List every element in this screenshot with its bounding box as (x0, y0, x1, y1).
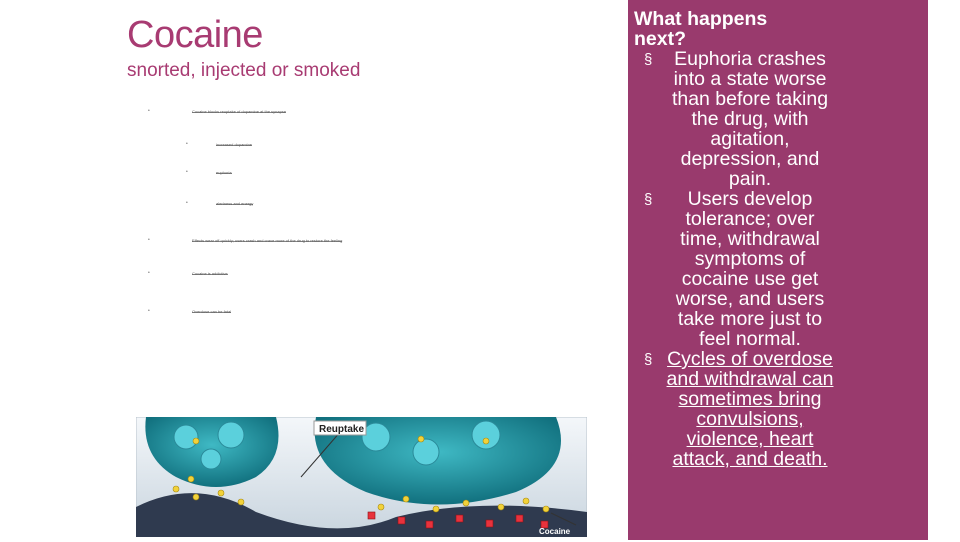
panel-bullet-2: § Users develop tolerance; over time, withdrawal symptoms of cocaine use get worse, and users take more just to feel normal. (644, 188, 825, 350)
bullet-dot-icon: • (148, 237, 150, 243)
tiny-bullet-3: • euphoria (186, 169, 232, 175)
side-panel (628, 0, 960, 540)
bullet-dot-icon: • (186, 200, 188, 206)
tiny-bullet-1: • Cocaine blocks reuptake of dopamine at the synapse (148, 108, 287, 114)
square-bullet-icon: § (644, 351, 653, 368)
reuptake-label: Reuptake (319, 424, 365, 435)
tiny-bullet-5: • Effects wear off quickly; users crash and crave more of the drug to restore the feeling (148, 237, 343, 243)
tiny-bullet-7: • Overdose can be fatal (148, 308, 232, 314)
panel-bullet-1: § Euphoria crashes into a state worse than before taking the drug, with agitation, depression, and pain. (644, 48, 829, 190)
synapse-diagram (136, 417, 587, 537)
bullet-dot-icon: • (186, 141, 188, 147)
bullet-dot-icon: • (148, 108, 150, 114)
tiny-bullet-6: • Cocaine is addictive (148, 270, 228, 276)
bullet-dot-icon: • (148, 308, 150, 314)
side-panel-content (634, 9, 934, 469)
tiny-bullet-list (0, 0, 620, 330)
panel-bullet-3-link[interactable]: § Cycles of overdose and withdrawal can sometimes bring convulsions, violence, heart attack, and death. (644, 348, 834, 470)
tiny-bullet-2: • increased dopamine (186, 141, 253, 147)
cocaine-label: Cocaine (539, 527, 571, 536)
slide-subtitle: snorted, injected or smoked (127, 60, 361, 81)
bullet-dot-icon: • (186, 169, 188, 175)
synapse-illustration (136, 417, 587, 537)
panel-heading: What happens next? (634, 8, 768, 50)
tiny-bullet-4: • alertness and energy (186, 200, 254, 206)
bullet-dot-icon: • (148, 270, 150, 276)
square-bullet-icon: § (644, 51, 653, 68)
square-bullet-icon: § (644, 191, 653, 208)
slide-title: Cocaine (127, 14, 263, 56)
